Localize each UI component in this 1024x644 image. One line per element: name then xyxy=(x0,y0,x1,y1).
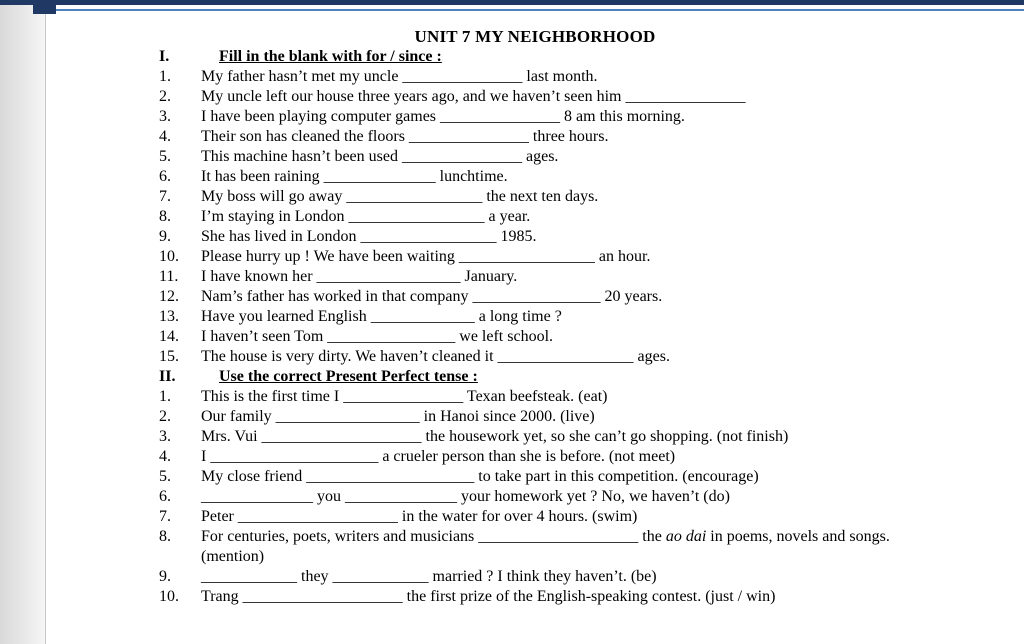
exercise-item xyxy=(159,147,1024,167)
item-number: 1. xyxy=(159,68,171,85)
text-segment: in poems, novels and songs. (mention) xyxy=(201,528,890,565)
text-segment: Have you learned English _____________ a long time ? xyxy=(201,308,562,325)
exercise-item xyxy=(159,467,1024,487)
exercise-item xyxy=(159,567,1024,587)
item-text xyxy=(201,487,730,507)
text-segment: ______________ you ______________ your homework yet ? No, we haven’t (do) xyxy=(201,488,730,505)
section-heading: Use the correct Present Perfect tense : xyxy=(219,368,478,385)
item-text xyxy=(201,67,598,87)
exercise-item xyxy=(159,307,1024,327)
document-page xyxy=(45,0,1024,644)
text-segment: The house is very dirty. We haven’t cleaned it _________________ ages. xyxy=(201,348,670,365)
text-segment: This machine hasn’t been used _______________ ages. xyxy=(201,148,559,165)
exercise-item xyxy=(159,447,1024,467)
exercise-item xyxy=(159,347,1024,367)
text-segment: I haven’t seen Tom ________________ we left school. xyxy=(201,328,554,345)
exercise-item xyxy=(159,507,1024,527)
item-text xyxy=(201,327,553,347)
exercise-item xyxy=(159,327,1024,347)
item-number: 10. xyxy=(159,248,179,265)
item-number: 4. xyxy=(159,448,171,465)
exercise-item xyxy=(159,207,1024,227)
item-number: 1. xyxy=(159,388,171,405)
text-segment: My uncle left our house three years ago, and we haven’t seen him _______________ xyxy=(201,88,746,105)
item-text xyxy=(201,507,637,527)
exercise-item xyxy=(159,227,1024,247)
item-text xyxy=(201,107,685,127)
item-number: 11. xyxy=(159,268,179,285)
item-text xyxy=(201,127,608,147)
tab-marker xyxy=(33,4,56,14)
section-heading: Fill in the blank with for / since : xyxy=(219,48,442,65)
item-text xyxy=(201,387,607,407)
text-segment: I’m staying in London _________________ a year. xyxy=(201,208,531,225)
item-number: 3. xyxy=(159,428,171,445)
item-number: 7. xyxy=(159,188,171,205)
item-text xyxy=(201,527,919,567)
exercise-item xyxy=(159,487,1024,507)
section-numeral: II. xyxy=(159,368,176,385)
item-text xyxy=(201,407,595,427)
section-heading-row xyxy=(159,367,1024,387)
text-segment: My boss will go away _________________ the next ten days. xyxy=(201,188,599,205)
item-number: 15. xyxy=(159,348,179,365)
item-text xyxy=(201,467,759,487)
item-text xyxy=(201,447,675,467)
exercise-item xyxy=(159,587,1024,607)
text-segment: Mrs. Vui ____________________ the housework yet, so she can’t go shopping. (not finish) xyxy=(201,428,789,445)
item-number: 8. xyxy=(159,528,171,545)
text-segment: Please hurry up ! We have been waiting _________________ an hour. xyxy=(201,248,651,265)
item-text xyxy=(201,347,670,367)
item-number: 12. xyxy=(159,288,179,305)
item-text xyxy=(201,567,657,587)
exercise-item xyxy=(159,527,1024,567)
text-segment: My close friend _____________________ to take part in this competition. (encourage) xyxy=(201,468,759,485)
item-number: 2. xyxy=(159,408,171,425)
document-title: UNIT 7 MY NEIGHBORHOOD xyxy=(414,27,656,46)
item-number: 2. xyxy=(159,88,171,105)
text-segment: This is the first time I _______________ Texan beefsteak. (eat) xyxy=(201,388,608,405)
item-text xyxy=(201,227,537,247)
exercise-item xyxy=(159,267,1024,287)
exercise-item xyxy=(159,247,1024,267)
exercise-item xyxy=(159,67,1024,87)
text-segment: Our family __________________ in Hanoi since 2000. (live) xyxy=(201,408,595,425)
exercise-item xyxy=(159,287,1024,307)
left-gutter xyxy=(0,0,45,644)
sections-container xyxy=(46,47,1024,607)
exercise-item xyxy=(159,127,1024,147)
item-number: 9. xyxy=(159,568,171,585)
section-numeral: I. xyxy=(159,48,170,65)
item-text xyxy=(201,187,598,207)
text-segment: It has been raining ______________ lunchtime. xyxy=(201,168,508,185)
item-number: 5. xyxy=(159,148,171,165)
text-segment: For centuries, poets, writers and musicians ____________________ the xyxy=(201,528,666,545)
exercise-item xyxy=(159,427,1024,447)
exercise-item xyxy=(159,167,1024,187)
item-number: 8. xyxy=(159,208,171,225)
text-segment: Their son has cleaned the floors _______________ three hours. xyxy=(201,128,609,145)
exercise-item xyxy=(159,387,1024,407)
section-heading-row xyxy=(159,47,1024,67)
item-text xyxy=(201,247,650,267)
exercise-item xyxy=(159,407,1024,427)
item-text xyxy=(201,87,745,107)
text-segment: Peter ____________________ in the water for over 4 hours. (swim) xyxy=(201,508,638,525)
text-segment: ____________ they ____________ married ? I think they haven’t. (be) xyxy=(201,568,657,585)
exercise-item xyxy=(159,107,1024,127)
text-segment: I _____________________ a crueler person than she is before. (not meet) xyxy=(201,448,676,465)
window-top-bar xyxy=(0,0,1024,5)
item-number: 14. xyxy=(159,328,179,345)
item-text xyxy=(201,147,558,167)
item-text xyxy=(201,167,508,187)
text-segment: My father hasn’t met my uncle _______________ last month. xyxy=(201,68,598,85)
text-segment: Trang ____________________ the first prize of the English-speaking contest. (just / win) xyxy=(201,588,776,605)
item-number: 6. xyxy=(159,488,171,505)
item-text xyxy=(201,207,530,227)
text-segment: She has lived in London _________________ 1985. xyxy=(201,228,537,245)
exercise-item xyxy=(159,187,1024,207)
item-number: 7. xyxy=(159,508,171,525)
italic-term: ao dai xyxy=(665,528,707,545)
item-number: 6. xyxy=(159,168,171,185)
item-number: 4. xyxy=(159,128,171,145)
text-segment: Nam’s father has worked in that company ________________ 20 years. xyxy=(201,288,663,305)
item-number: 3. xyxy=(159,108,171,125)
item-text xyxy=(201,427,788,447)
item-number: 13. xyxy=(159,308,179,325)
item-number: 5. xyxy=(159,468,171,485)
text-segment: I have known her __________________ January. xyxy=(201,268,518,285)
accent-line xyxy=(56,9,1024,11)
item-text xyxy=(201,267,517,287)
item-number: 9. xyxy=(159,228,171,245)
item-text xyxy=(201,287,662,307)
item-number: 10. xyxy=(159,588,179,605)
exercise-item xyxy=(159,87,1024,107)
text-segment: I have been playing computer games _______________ 8 am this morning. xyxy=(201,108,685,125)
item-text xyxy=(201,307,562,327)
item-text xyxy=(201,587,775,607)
